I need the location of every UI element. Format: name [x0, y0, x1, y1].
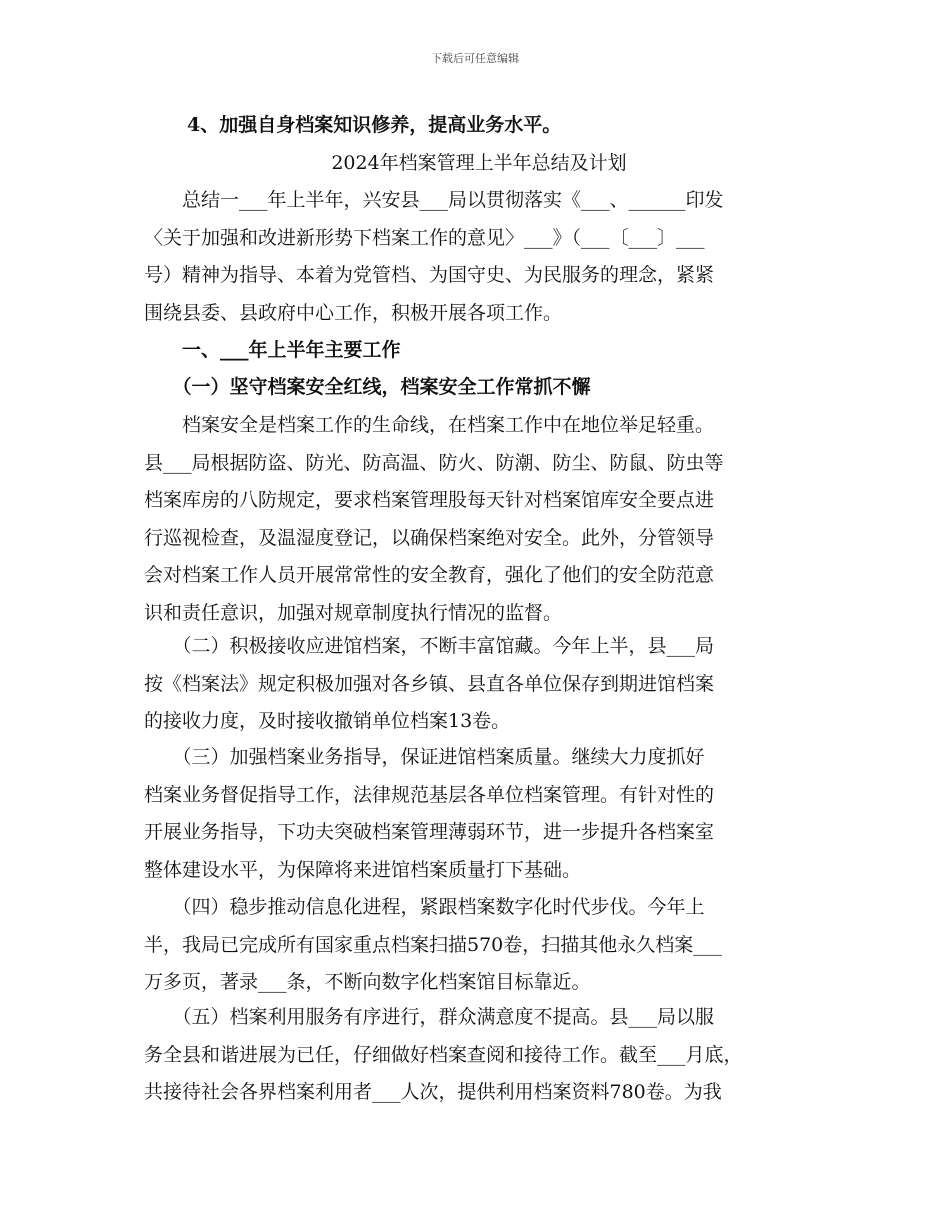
paragraph-services [144, 999, 814, 1112]
paragraph-line: 的接收力度，及时接收撤销单位档案13卷。 [144, 710, 511, 732]
paragraph-safety [144, 407, 814, 632]
paragraph-line: （五）档案利用服务有序进行，群众满意度不提高。县___局以服 [144, 1006, 715, 1028]
paragraph-line: 〈关于加强和改进新形势下档案工作的意见〉___》（___〔___〕___ [144, 226, 705, 249]
paragraph-line: 档案业务督促指导工作，法律规范基层各单位档案管理。有针对性的 [144, 783, 715, 806]
paragraph-line: 整体建设水平，为保障将来进馆档案质量打下基础。 [144, 858, 582, 881]
paragraph-line: （四）稳步推动信息化进程，紧跟档案数字化时代步伐。今年上 [144, 896, 705, 918]
paragraph-guidance [144, 739, 814, 889]
paragraph-line: 档案安全是档案工作的生命线，在档案工作中在地位举足轻重。 [144, 414, 715, 436]
paragraph-intake [144, 628, 814, 741]
paragraph-line: 总结一___年上半年，兴安县___局以贯彻落实《___、______印发 [144, 189, 724, 211]
paragraph-line: 行巡视检查，及温湿度登记，以确保档案绝对安全。此外，分管领导 [144, 526, 715, 549]
paragraph-line: 共接待社会各界档案利用者___人次，提供利用档案资料780卷。为我 [144, 1081, 722, 1103]
paragraph-line: 半，我局已完成所有国家重点档案扫描570卷，扫描其他永久档案___ [144, 933, 722, 956]
document-title-text: 2024年档案管理上半年总结及计划 [331, 152, 627, 174]
heading-item-4-text: 4、加强自身档案知识修养，提高业务水平。 [187, 114, 562, 136]
heading-item-4 [144, 107, 814, 145]
page-header: 下载后可任意编辑 [431, 52, 519, 65]
section-1-heading [144, 332, 814, 370]
paragraph-line: 识和责任意识，加强对规章制度执行情况的监督。 [144, 601, 563, 624]
paragraph-line: 务全县和谐进展为已任，仔细做好档案查阅和接待工作。截至___月底， [144, 1043, 743, 1066]
document-title [144, 145, 814, 183]
paragraph-line: 万多页，著录___条，不断向数字化档案馆目标靠近。 [144, 971, 591, 993]
paragraph-line: 县___局根据防盗、防光、防高温、防火、防潮、防尘、防鼠、防虫等 [144, 451, 724, 474]
paragraph-line: （三）加强档案业务指导，保证进馆档案质量。继续大力度抓好 [144, 746, 705, 768]
paragraph-line: 开展业务指导，下功夫突破档案管理薄弱环节，进一步提升各档案室 [144, 821, 715, 843]
paragraph-line: 围绕县委、县政府中心工作，积极开展各项工作。 [144, 301, 563, 324]
paragraph-line: 按《档案法》规定积极加强对各乡镇、县直各单位保存到期进馆档案 [144, 672, 715, 695]
subsection-1-heading-text: （一）坚守档案安全红线，档案安全工作常抓不懈 [144, 376, 591, 398]
paragraph-line: 会对档案工作人员开展常常性的安全教育，强化了他们的安全防范意 [144, 564, 715, 586]
paragraph-line: （二）积极接收应进馆档案，不断丰富馆藏。今年上半，县___局 [144, 635, 715, 657]
paragraph-line: 档案库房的八防规定，要求档案管理股每天针对档案馆库安全要点进 [144, 489, 715, 511]
paragraph-digitization [144, 889, 814, 1002]
subsection-1-heading [144, 369, 814, 407]
paragraph-line: 号）精神为指导、本着为党管档、为国守史、为民服务的理念，紧紧 [144, 264, 715, 286]
intro-paragraph [144, 182, 814, 332]
section-1-heading-text: 一、___年上半年主要工作 [144, 339, 401, 361]
